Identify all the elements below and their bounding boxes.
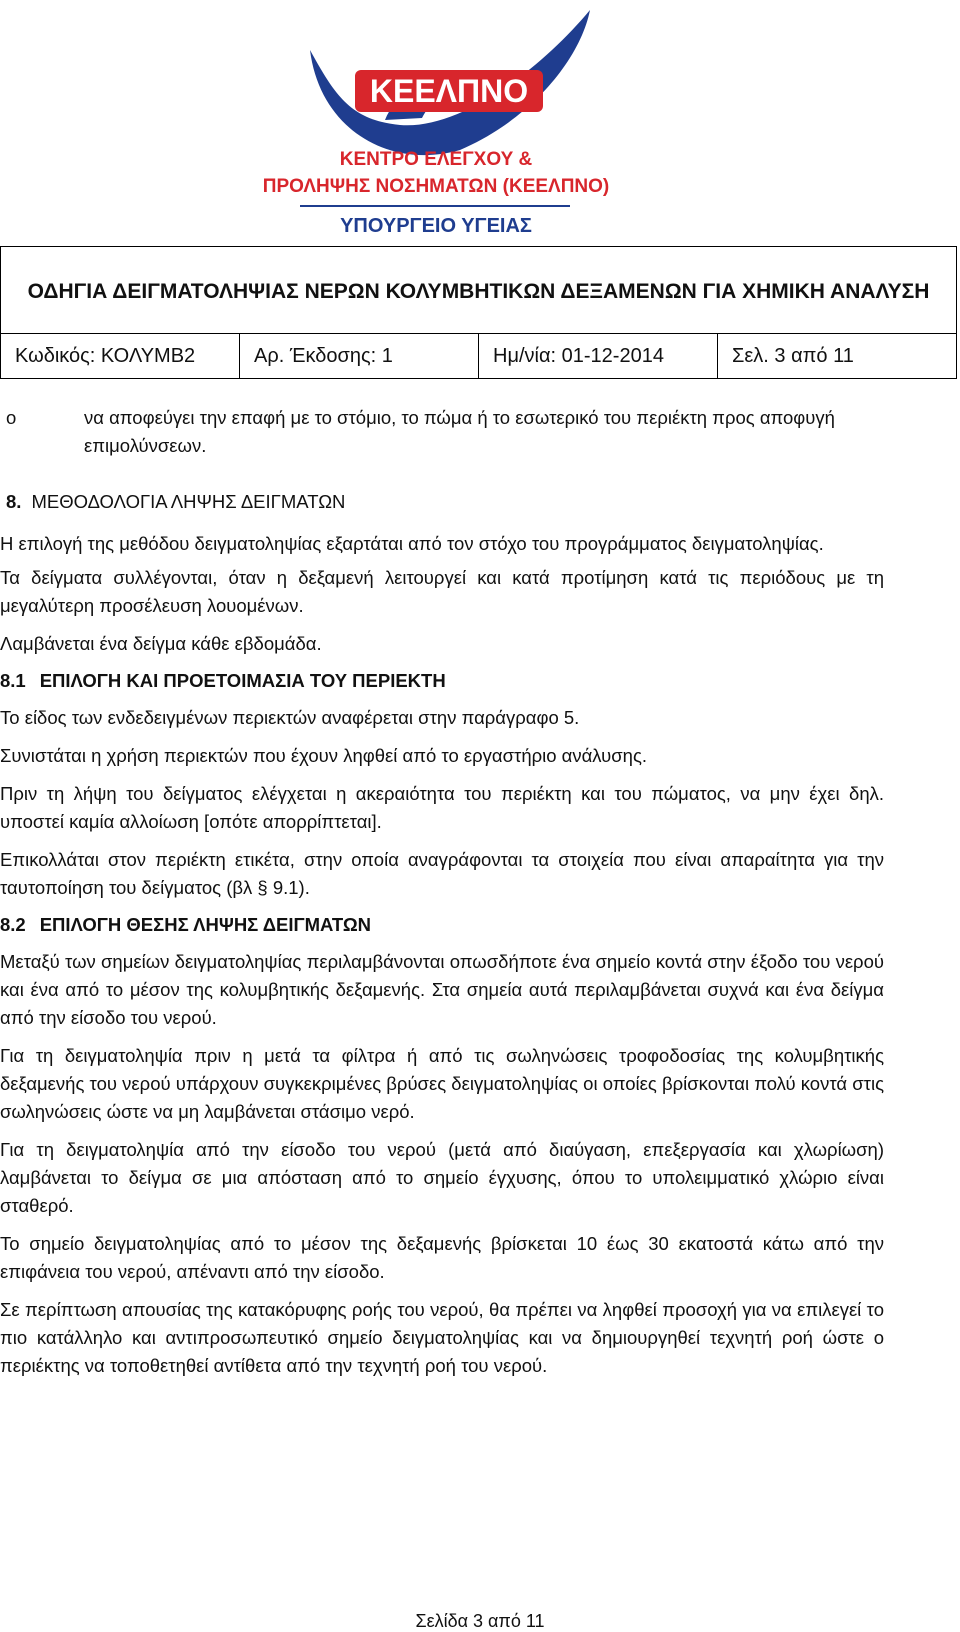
- bullet-mark: o: [6, 407, 17, 428]
- section-title: ΜΕΘΟΔΟΛΟΓΙΑ ΛΗΨΗΣ ΔΕΙΓΜΑΤΩΝ: [31, 491, 346, 512]
- paragraph: Πριν τη λήψη του δείγματος ελέγχεται η ακεραιότητα του περιέκτη και του πώματος, να μην έχει δηλ. υποστεί καμία αλλοίωση [οπότε απορρίπτεται].: [0, 783, 884, 832]
- document-date: Ημ/νία: 01-12-2014: [479, 334, 718, 379]
- paragraph: Μεταξύ των σημείων δειγματοληψίας περιλαμβάνονται οπωσδήποτε ένα σημείο κοντά στην έξοδο του νερού και ένα από το μέσον της κολυμβητικής δεξαμενής. Στα σημεία αυτά περιλαμβάνεται συχνά και ένα δείγμα από την είσοδο του νερού.: [0, 951, 884, 1028]
- paragraph: Το είδος των ενδεδειγμένων περιεκτών αναφέρεται στην παράγραφο 5.: [0, 707, 580, 728]
- document-code: Κωδικός: ΚΟΛΥΜΒ2: [1, 334, 240, 379]
- logo-ministry: ΥΠΟΥΡΓΕΙΟ ΥΓΕΙΑΣ: [340, 215, 532, 237]
- paragraph: Το σημείο δειγματοληψίας από το μέσον της δεξαμενής βρίσκεται 10 έως 30 εκατοστά κάτω από την επιφάνεια του νερού, απέναντι από την είσοδο.: [0, 1233, 884, 1282]
- page-footer: Σελίδα 3 από 11: [415, 1611, 545, 1631]
- paragraph: Σε περίπτωση απουσίας της κατακόρυφης ροής του νερού, θα πρέπει να ληφθεί προσοχή για να επιλεγεί το πιο κατάλληλο και αντιπροσωπευτικό σημείο δειγματοληψίας και να δημιουργηθεί τεχνητή ροή ώστε ο περιέκτης να τοποθετηθεί αντίθετα από την τεχνητή ροή του νερού.: [0, 1299, 884, 1376]
- dove-logo-graphic: [160, 0, 720, 246]
- keelpno-logo: [160, 0, 720, 246]
- document-header-table: [0, 246, 957, 379]
- paragraph: Συνιστάται η χρήση περιεκτών που έχουν ληφθεί από το εργαστήριο ανάλυσης.: [0, 745, 647, 766]
- section-8-heading: [0, 488, 884, 516]
- paragraph: Η επιλογή της μεθόδου δειγματοληψίας εξαρτάται από τον στόχο του προγράμματος δειγματοληψίας.: [0, 533, 824, 554]
- section-8-1-heading: [0, 668, 884, 694]
- bullet-item: [6, 404, 884, 460]
- document-page: Σελ. 3 από 11: [718, 334, 957, 379]
- section-number: 8.1: [0, 670, 26, 691]
- section-number: 8.2: [0, 914, 26, 935]
- logo-line-2: ΠΡΟΛΗΨΗΣ ΝΟΣΗΜΑΤΩΝ (ΚΕΕΛΠΝΟ): [262, 176, 610, 197]
- logo-name: ΚΕΕΛΠΝΟ: [369, 73, 529, 109]
- paragraph: Λαμβάνεται ένα δείγμα κάθε εβδομάδα.: [0, 633, 322, 654]
- document-title: ΟΔΗΓΙΑ ΔΕΙΓΜΑΤΟΛΗΨΙΑΣ ΝΕΡΩΝ ΚΟΛΥΜΒΗΤΙΚΩΝ ΔΕΞΑΜΕΝΩΝ ΓΙΑ ΧΗΜΙΚΗ ΑΝΑΛΥΣΗ: [1, 247, 957, 334]
- paragraph: Για τη δειγματοληψία από την είσοδο του νερού (μετά από διαύγαση, επεξεργασία και χλωρίωση) λαμβάνεται το δείγμα σε μια απόσταση από το σημείο έγχυσης, όπου το υπολειμματικό χλώριο είναι σταθερό.: [0, 1139, 884, 1216]
- paragraph: Επικολλάται στον περιέκτη ετικέτα, στην οποία αναγράφονται τα στοιχεία που είναι απαραίτητα για την ταυτοποίηση του δείγματος (βλ § 9.1).: [0, 849, 884, 898]
- logo-line-1: ΚΕΝΤΡΟ ΕΛΕΓΧΟΥ &: [339, 149, 533, 170]
- section-title: ΕΠΙΛΟΓΗ ΘΕΣΗΣ ΛΗΨΗΣ ΔΕΙΓΜΑΤΩΝ: [39, 914, 372, 935]
- section-number: 8.: [6, 491, 22, 512]
- document-body: [0, 404, 884, 1390]
- section-8-2-heading: [0, 912, 884, 938]
- paragraph: Τα δείγματα συλλέγονται, όταν η δεξαμενή λειτουργεί και κατά προτίμηση κατά τις περιόδους με τη μεγαλύτερη προσέλευση λουομένων.: [0, 567, 884, 616]
- paragraph: Για τη δειγματοληψία πριν η μετά τα φίλτρα ή από τις σωληνώσεις τροφοδοσίας της κολυμβητικής δεξαμενής του νερού υπάρχουν συγκεκριμένες βρύσες δειγματοληψίας οι οποίες βρίσκονται πολύ κοντά στις σωληνώσεις ώστε να μη λαμβάνεται στάσιμο νερό.: [0, 1045, 884, 1122]
- bullet-text: να αποφεύγει την επαφή με το στόμιο, το πώμα ή το εσωτερικό του περιέκτη προς αποφυγή επιμολύνσεων.: [84, 407, 835, 456]
- section-title: ΕΠΙΛΟΓΗ ΚΑΙ ΠΡΟΕΤΟΙΜΑΣΙΑ ΤΟΥ ΠΕΡΙΕΚΤΗ: [39, 670, 446, 691]
- document-edition: Αρ. Έκδοσης: 1: [240, 334, 479, 379]
